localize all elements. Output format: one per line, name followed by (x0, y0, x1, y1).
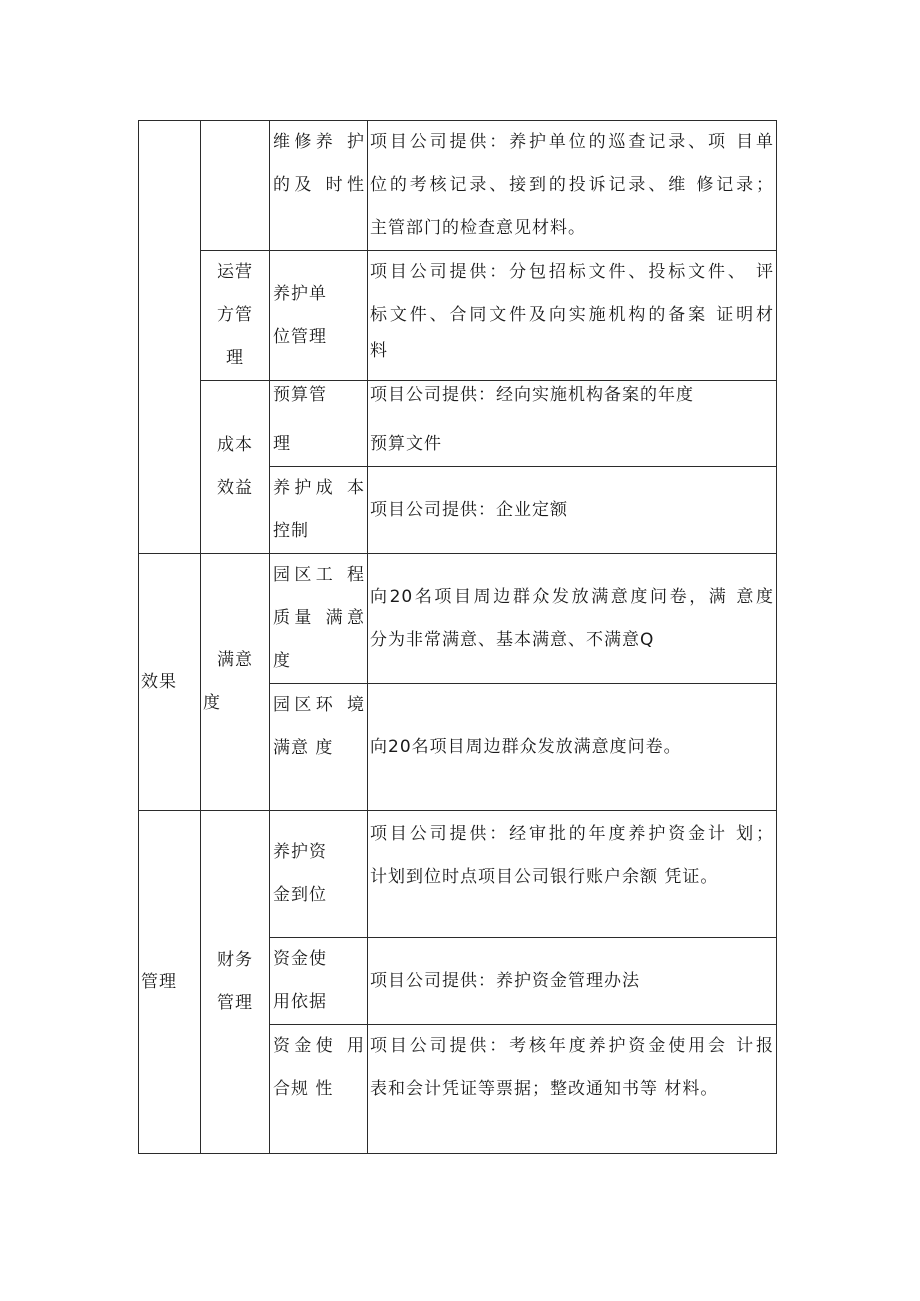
evidence-cell (368, 467, 777, 554)
subcategory-cell (201, 554, 270, 811)
item-text: 的及 时性 (273, 175, 365, 195)
subcategory-text: 度 (203, 693, 221, 713)
item-text: 用依据 (273, 992, 327, 1012)
item-text: 养护成 本 (273, 478, 365, 498)
evidence-text: 预算文件 (370, 434, 442, 454)
table-row (139, 121, 777, 251)
item-text: 资金使 用 (273, 1036, 365, 1056)
item-text: 质量 满意 (273, 608, 365, 628)
item-text: 度 (273, 651, 291, 671)
table-row (139, 811, 777, 938)
category-cell (139, 121, 201, 554)
evidence-text: 料 (370, 341, 388, 361)
item-cell (270, 251, 368, 381)
subcategory-cell (201, 381, 270, 554)
subcategory-cell (201, 121, 270, 251)
evidence-text: 向20名项目周边群众发放满意度问卷。 (370, 737, 682, 757)
subcategory-cell (201, 251, 270, 381)
item-text: 资金使 (273, 949, 327, 969)
evidence-cell (368, 938, 777, 1025)
item-cell (270, 684, 368, 811)
evidence-text: 项目公司提供：养护单位的巡查记录、项 目单 (370, 132, 774, 152)
evidence-text: 项目公司提供：考核年度养护资金使用会 计报 (370, 1036, 774, 1056)
evidence-text: 标文件、合同文件及向实施机构的备案 证明材 (370, 305, 774, 325)
item-cell (270, 554, 368, 684)
evaluation-table (138, 120, 777, 1154)
category-text: 管理 (141, 971, 177, 992)
item-text: 园区环 境 (273, 695, 365, 715)
evidence-text: 项目公司提供：经向实施机构备案的年度 (370, 385, 694, 405)
item-text: 控制 (273, 521, 309, 541)
table-row (139, 554, 777, 684)
item-text: 养护资 (273, 842, 327, 862)
item-cell (270, 811, 368, 938)
item-text: 预算管 (273, 385, 327, 405)
subcategory-text: 成本 (217, 435, 253, 455)
table-row (139, 381, 777, 467)
item-text: 位管理 (273, 326, 327, 347)
item-cell (270, 381, 368, 467)
subcategory-text: 管理 (217, 993, 253, 1013)
item-text: 维修养 护 (273, 132, 365, 152)
evidence-cell (368, 1025, 777, 1154)
item-text: 理 (273, 434, 291, 454)
evidence-text: 项目公司提供：经审批的年度养护资金计 划； (370, 824, 774, 844)
item-text: 养护单 (273, 283, 327, 304)
evidence-cell (368, 121, 777, 251)
evidence-cell (368, 381, 777, 467)
category-cell (139, 554, 201, 811)
evidence-text: 位的考核记录、接到的投诉记录、维 修记录； (370, 175, 774, 195)
evidence-cell (368, 554, 777, 684)
evidence-text: 计划到位时点项目公司银行账户余额 凭证。 (370, 867, 719, 887)
subcategory-text: 财务 (217, 950, 253, 970)
item-cell (270, 121, 368, 251)
evidence-text: 表和会计凭证等票据；整改通知书等 材料。 (370, 1079, 719, 1099)
evidence-text: 分为非常满意、基本满意、不满意Q (370, 630, 655, 650)
item-cell (270, 1025, 368, 1154)
evidence-text: 项目公司提供：分包招标文件、投标文件、 评 (370, 262, 774, 282)
subcategory-text: 效益 (217, 478, 253, 498)
subcategory-cell (201, 811, 270, 1154)
subcategory-text: 运营 (217, 262, 253, 282)
subcategory-text: 理 (226, 348, 244, 368)
subcategory-text: 方管 (217, 305, 253, 325)
evidence-text: 项目公司提供：企业定额 (370, 499, 568, 520)
evidence-cell (368, 811, 777, 938)
item-text: 园区工 程 (273, 565, 365, 585)
evidence-cell (368, 684, 777, 811)
evidence-text: 向20名项目周边群众发放满意度问卷，满 意度 (370, 587, 774, 607)
evidence-text: 项目公司提供：养护资金管理办法 (370, 970, 640, 991)
table-row (139, 251, 777, 381)
item-cell (270, 467, 368, 554)
category-text: 效果 (141, 671, 177, 692)
evidence-text: 主管部门的检查意见材料。 (370, 218, 586, 238)
item-text: 满意 度 (273, 738, 334, 758)
item-cell (270, 938, 368, 1025)
item-text: 合规 性 (273, 1079, 334, 1099)
category-cell (139, 811, 201, 1154)
evidence-cell (368, 251, 777, 381)
subcategory-text: 满意 (217, 650, 253, 670)
item-text: 金到位 (273, 885, 327, 905)
